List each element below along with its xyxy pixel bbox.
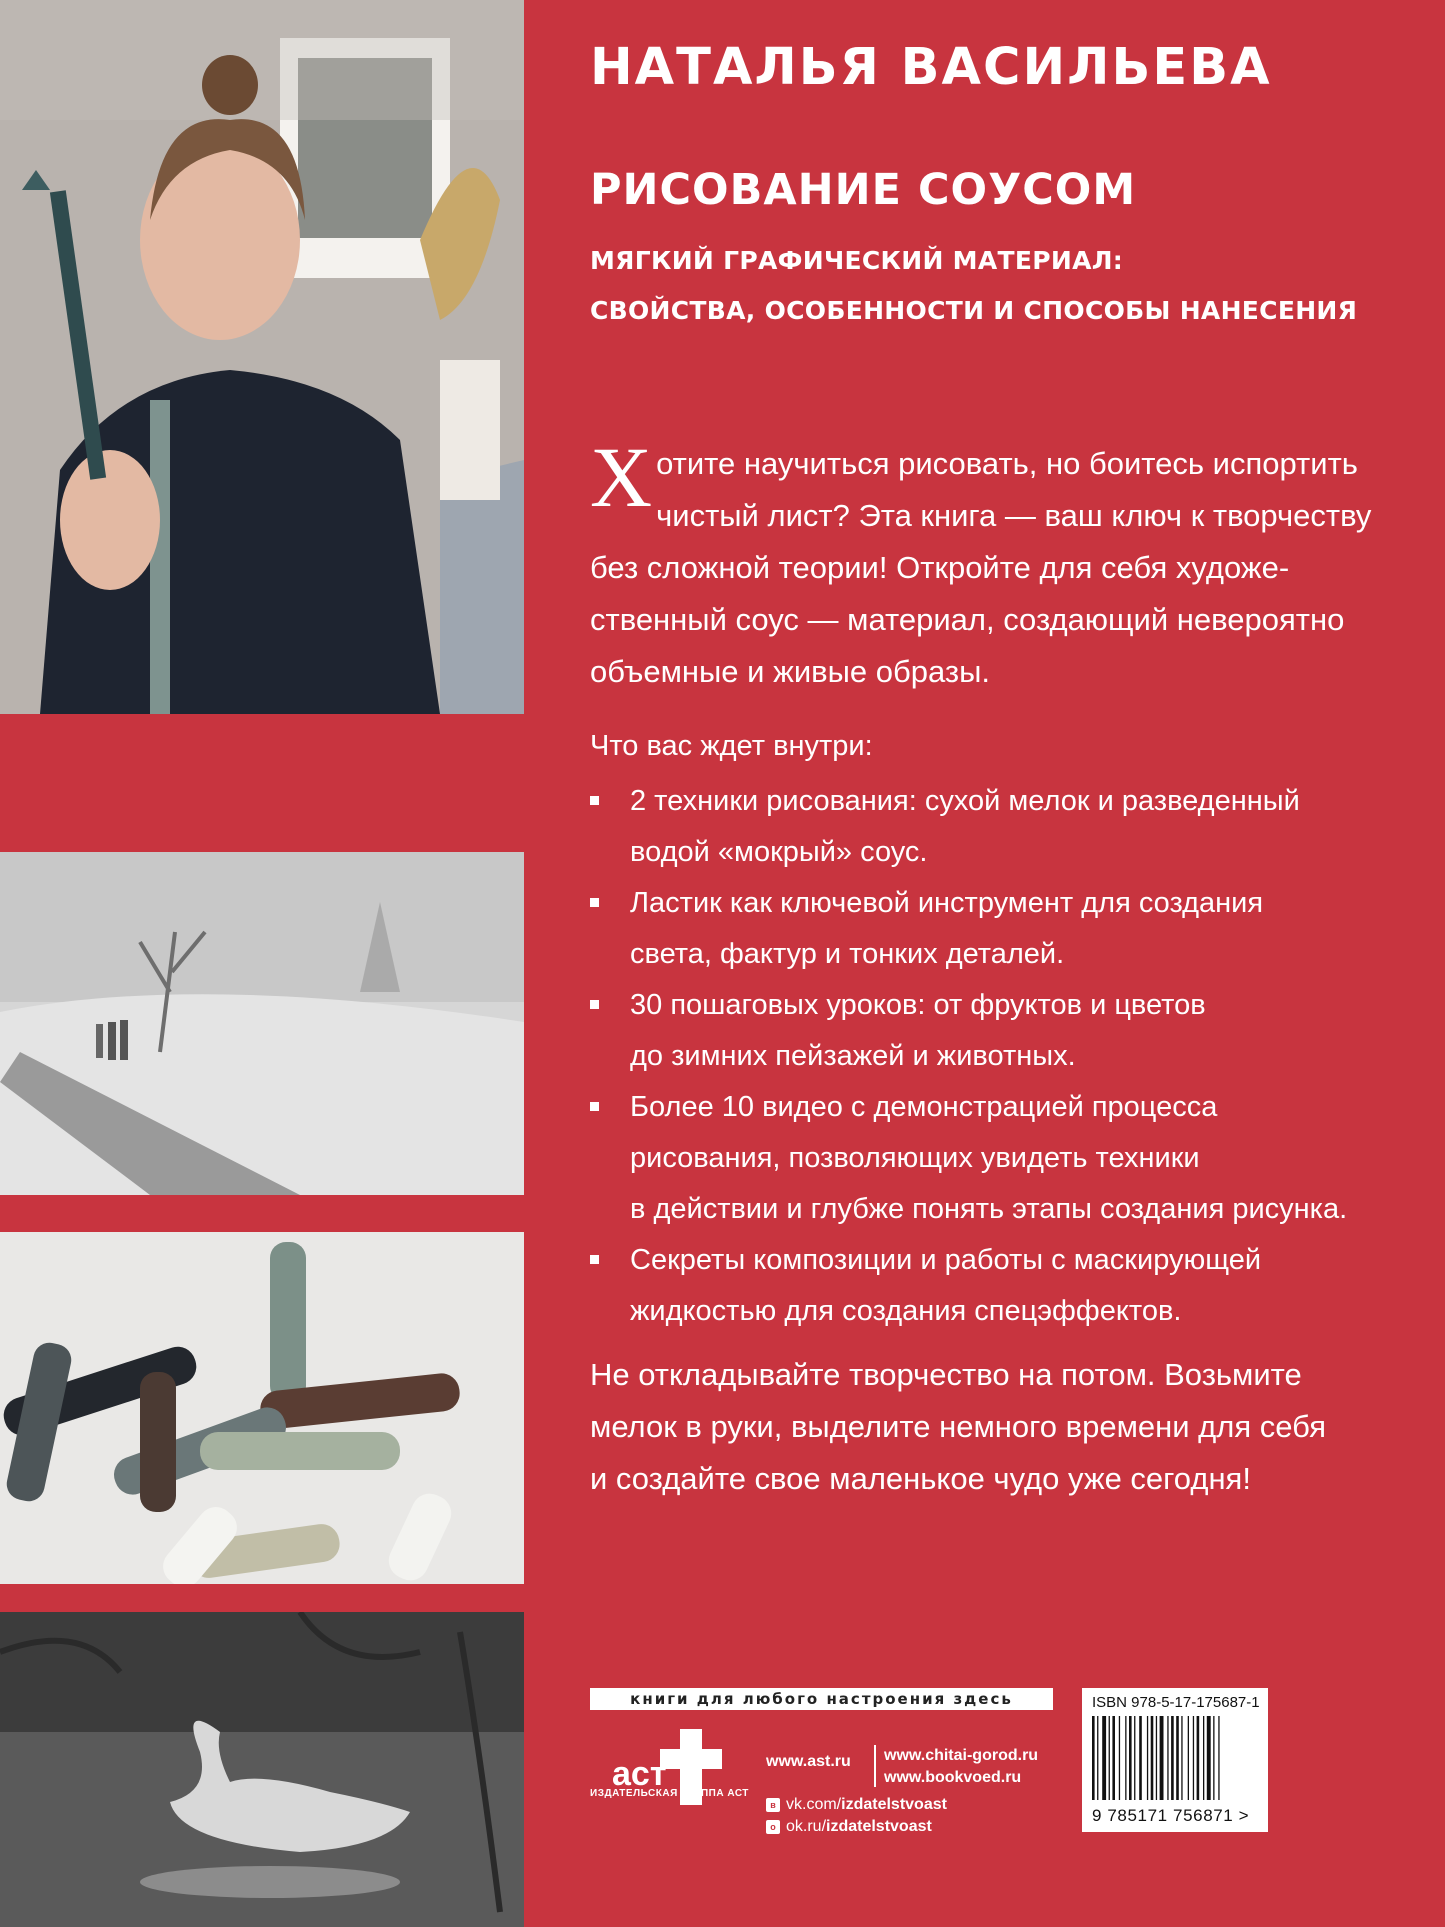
feature-line: жидкостью для создания спецэффектов. [630,1295,1182,1327]
features-list [590,776,1410,1337]
features-heading: Что вас ждет внутри: [590,730,873,762]
intro-line: чистый лист? Эта книга — ваш ключ к творчеству [656,498,1372,533]
feature-line: рисования, позволяющих увидеть техники [630,1142,1200,1174]
subtitle-line: СВОЙСТВА, ОСОБЕННОСТИ И СПОСОБЫ НАНЕСЕНИЯ [590,296,1358,325]
feature-line: 30 пошаговых уроков: от фруктов и цветов [630,989,1206,1021]
tagline-bar: книги для любого настроения здесь [590,1688,1053,1710]
publisher-caption: ИЗДАТЕЛЬСКАЯ ГРУППА АСТ [590,1788,749,1799]
store-link[interactable]: www.chitai-gorod.ru [884,1747,1039,1764]
list-item [590,980,1410,1082]
divider [874,1745,876,1787]
ok-link[interactable] [766,1816,947,1838]
intro-line: отите научиться рисовать, но боитесь испортить [656,446,1358,481]
vk-prefix: vk.com/ [786,1796,842,1813]
feature-line: Ластик как ключевой инструмент для создания [630,887,1264,919]
outro-line: Не откладывайте творчество на потом. Возьмите [590,1357,1302,1392]
isbn-barcode [1082,1688,1268,1832]
outro-line: мелок в руки, выделите немного времени для себя [590,1409,1327,1444]
logo-text: аст [612,1755,667,1793]
outro-paragraph [590,1349,1410,1505]
ok-icon: о [766,1820,780,1834]
feature-line: в действии и глубже понять этапы создания рисунка. [630,1193,1348,1225]
ok-handle: izdatelstvoast [826,1818,932,1835]
book-title: РИСОВАНИЕ СОУСОМ [590,165,1137,215]
drop-cap: Х [590,429,653,525]
social-links [766,1794,947,1838]
author-photo [0,0,524,714]
intro-line: без сложной теории! Откройте для себя художе- [590,550,1290,585]
ast-logo [590,1725,760,1845]
intro-line: объемные и живые образы. [590,654,990,689]
website-link[interactable]: www.ast.ru [766,1753,851,1770]
author-name: НАТАЛЬЯ ВАСИЛЬЕВА [590,38,1272,97]
intro-line: ственный соус — материал, создающий невероятно [590,602,1345,637]
ok-prefix: ok.ru/ [786,1818,827,1835]
feature-line: водой «мокрый» соус. [630,836,928,868]
list-item [590,1082,1410,1235]
outro-line: и создайте свое маленькое чудо уже сегодня! [590,1461,1251,1496]
feature-line: Более 10 видео с демонстрацией процесса [630,1091,1218,1123]
store-links [884,1745,1038,1789]
feature-line: света, фактур и тонких деталей. [630,938,1065,970]
vk-handle: izdatelstvoast [841,1796,947,1813]
list-item [590,776,1410,878]
isbn-label: ISBN 978-5-17-175687-1 [1092,1694,1260,1711]
list-item [590,878,1410,980]
barcode-digits: 9 785171 756871 > [1092,1806,1250,1825]
sauce-chalks-photo [0,1232,524,1584]
swan-drawing-photo [0,1612,524,1927]
intro-paragraph [590,429,1420,698]
vk-icon: в [766,1798,780,1812]
list-item [590,1235,1410,1337]
winter-drawing-photo [0,852,524,1195]
vk-link[interactable] [766,1794,947,1816]
feature-line: до зимних пейзажей и животных. [630,1040,1076,1072]
feature-line: 2 техники рисования: сухой мелок и разведенный [630,785,1300,817]
subtitle-line: МЯГКИЙ ГРАФИЧЕСКИЙ МАТЕРИАЛ: [590,246,1124,275]
feature-line: Секреты композиции и работы с маскирующей [630,1244,1262,1276]
barcode-bars [1090,1716,1260,1804]
store-link[interactable]: www.bookvoed.ru [884,1769,1022,1786]
book-subtitle [590,236,1410,336]
